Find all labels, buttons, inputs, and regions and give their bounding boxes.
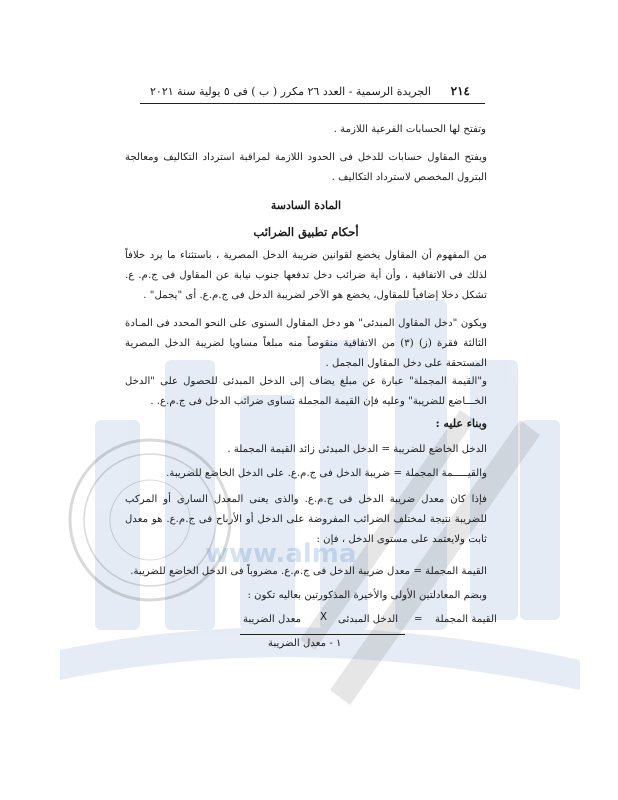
article-subtitle: أحكام تطبيق الضرائب	[253, 225, 359, 239]
fraction-bar	[240, 634, 405, 635]
formula-denominator: ١ - معدل الضريبة	[268, 638, 342, 649]
gazette-title: الجريدة الرسمية - العدد ٢٦ مكرر ( ب ) فى ٥ يولية سنة ٢٠٢١	[150, 85, 431, 98]
equation-taxable-income: الدخل الخاضع للضريبة = الدخل المبدئى زائد القيمة المجملة .	[227, 444, 487, 455]
formula-equals: =	[414, 614, 423, 625]
equation-grossed-up-rate: القيمة المجملة = معدل ضريبة الدخل فى ج.م.ع. مضروباً فى الدخل الخاضع للضريبة.	[130, 566, 487, 577]
formula-initial-income: الدخل المبدئى	[338, 614, 399, 625]
paragraph-grossed-up-value: و"القيمة المجملة" عبارة عن مبلغ يضاف إلى الدخل المبدئى للحصول على "الدخل الخـــاضع للضريبة" وعليه فإن القيمة المجملة تساوى ضرائب الدخل فى ج.م.ع. .	[125, 376, 487, 407]
paragraph-initial-income: ويكون "دخل المقاول المبدئى" هو دخل المقاول السنوى على النحو المحدد فى المـادة الثالثة فقرة (ز) (٣) من الاتفاقية منقوصاً منه مبلغاً مساويا لضريبة الدخل المصرية المستحقة على دخل المقاول المجمل .	[125, 318, 487, 369]
page-number: ٢١٤	[450, 84, 470, 98]
paragraph-income-accounts: ويفتح المقاول حسابات للدخل فى الحدود اللازمة لمراقبة استرداد التكاليف ومعالجة البترول المخصص لاسترداد التكاليف .	[125, 152, 487, 183]
formula-tax-rate: معدل الضريبة	[243, 614, 302, 625]
paragraph-combining: وبضم المعادلتين الأولى والأخيرة المذكورتين بعاليه تكون :	[247, 590, 487, 601]
equation-grossed-up: والقيـــــمة المجملة = ضريبة الدخل فى ج.م.ع. على الدخل الخاضع للضريبة.	[166, 468, 487, 479]
header-divider	[140, 103, 485, 104]
article-title: المادة السادسة	[270, 199, 342, 212]
paragraph-tax-laws: من المفهوم أن المقاول يخضع لقوانين ضريبة الدخل المصرية ، باستثناء ما يرد خلافاً لذلك فى الاتفاقية ، وأن أية ضرائب دخل تدفعها جنوب نيابة عن المقاول فى ج.م. ع. تشكل دخلا إضافياً للمقاول، يخضع هو الآخر لضريبة الدخل فى ج.م.ع. أى "يجمل" .	[125, 250, 487, 301]
formula-lhs: القيمة المجملة	[435, 614, 497, 625]
paragraph-tax-rate: فإذا كان معدل ضريبة الدخل فى ج.م.ع. والذى يعنى المعدل السارى أو المركب للضريبة نتيجة لمختلف الضرائب المفروضة على الدخل أو الأرباح فى ج.م.ع. هو معدل ثابت ولايعتمد على مستوى الدخل ، فإن :	[125, 494, 487, 545]
watermark-url: www.alma	[205, 539, 357, 569]
paragraph-accounts: وتفتح لها الحسابات الفرعية اللازمة .	[333, 124, 486, 135]
page-header	[150, 84, 470, 98]
paragraph-accordingly: وبناء عليه :	[435, 417, 487, 430]
formula-times: X	[320, 612, 327, 623]
